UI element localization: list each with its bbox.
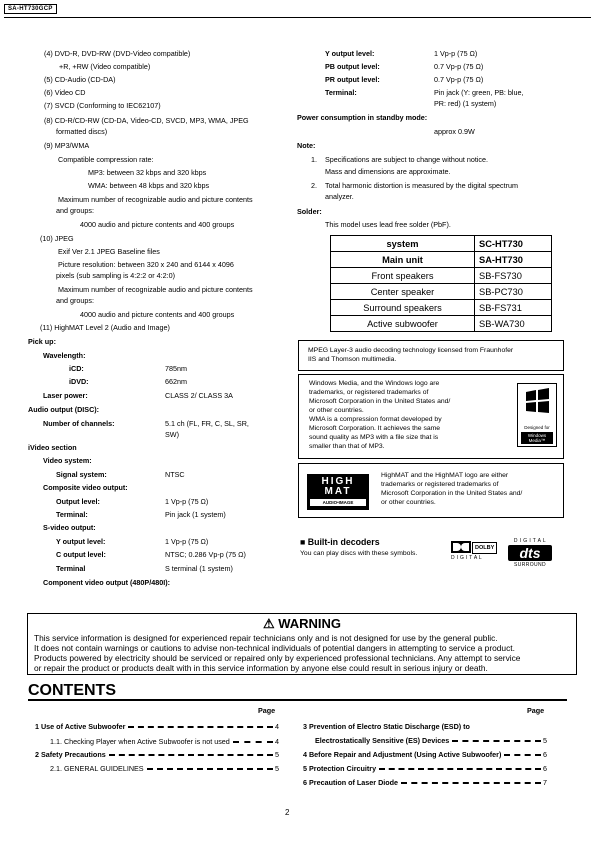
spec-line: +R, +RW (Video compatible) — [59, 62, 151, 71]
mpeg-line: MPEG Layer-3 audio decoding technology licensed from Fraunhofer — [308, 347, 514, 354]
windows-line: Windows Media, and the Windows logo are — [309, 380, 440, 387]
spec-value: 1 Vp-p (75 Ω) — [434, 49, 478, 58]
system-row — [331, 236, 552, 252]
system-row — [331, 316, 552, 332]
spec-value: PR: red) (1 system) — [434, 99, 497, 108]
toc-page: 7 — [543, 778, 547, 787]
windows-line: WMA is a compression format developed by — [309, 416, 442, 423]
mpeg-license-box — [298, 340, 564, 371]
spec-label: Terminal: — [325, 88, 357, 97]
spec-line: (11) HighMAT Level 2 (Audio and Image) — [40, 323, 170, 332]
contents-title: CONTENTS — [28, 682, 116, 699]
contents-rule — [28, 699, 567, 701]
windows-media-box — [298, 374, 564, 459]
note-text: Mass and dimensions are approximate. — [325, 167, 451, 176]
page-number: 2 — [285, 808, 290, 817]
dts-logo — [502, 538, 558, 570]
windows-line: smaller than that of MP3. — [309, 443, 385, 450]
spec-value: 5.1 ch (FL, FR, C, SL, SR, — [165, 419, 249, 428]
spec-value: SW) — [165, 430, 179, 439]
spec-value: Pin jack (Y: green, PB: blue, — [434, 88, 524, 97]
spec-value: NTSC — [165, 470, 185, 479]
model-cell: SB-WA730 — [475, 316, 552, 332]
note-number: 1. — [311, 155, 317, 164]
highmat-line: HighMAT and the HighMAT logo are either — [381, 472, 509, 479]
warning-title: ⚠ WARNING — [262, 616, 342, 631]
model-cell: SB-PC730 — [475, 284, 552, 300]
spec-label: Video system: — [43, 456, 92, 465]
spec-label: Y output level: — [56, 537, 106, 546]
toc-leader — [379, 768, 541, 770]
highmat-logo-bottom: AUDIO•IMAGE — [310, 499, 366, 506]
windows-line: or other countries. — [309, 407, 364, 414]
dts-top: D I G I T A L — [513, 538, 547, 544]
spec-label: Terminal — [56, 564, 86, 573]
highmat-line: or other countries. — [381, 499, 436, 506]
toc-page: 4 — [275, 737, 279, 746]
spec-label: iVideo section — [28, 443, 77, 452]
page-label-right: Page — [527, 706, 545, 715]
dolby-double-d-icon — [451, 541, 471, 553]
highmat-logo-mid: MAT — [324, 486, 352, 497]
spec-value: 662nm — [165, 377, 187, 386]
spec-line: Maximum number of recognizable audio and picture contents — [58, 285, 253, 294]
toc-page: 5 — [275, 764, 279, 773]
toc-leader — [401, 782, 541, 784]
page-label-left: Page — [258, 706, 276, 715]
spec-label: Y output level: — [325, 49, 375, 58]
spec-line: (9) MP3/WMA — [44, 141, 90, 150]
system-cell: Center speaker — [331, 284, 475, 300]
spec-label: iCD: — [69, 364, 84, 373]
spec-value: Pin jack (1 system) — [165, 510, 226, 519]
system-cell: Surround speakers — [331, 300, 475, 316]
spec-value: 0.7 Vp-p (75 Ω) — [434, 62, 484, 71]
system-row — [331, 252, 552, 268]
spec-line: (5) CD-Audio (CD-DA) — [44, 75, 116, 84]
model-cell: SB-FS731 — [475, 300, 552, 316]
toc-page: 6 — [543, 750, 547, 759]
system-table — [330, 235, 552, 332]
toc-entry: 4 Before Repair and Adjustment (Using Active Subwoofer) — [303, 750, 502, 759]
warning-line: or repair the product or products dealt with in this service information by anyone else could result in serious injury or death. — [34, 663, 488, 673]
toc-entry: 3 Prevention of Electro Static Discharge (ESD) to — [303, 722, 470, 731]
header-rule — [4, 17, 591, 18]
spec-line: Picture resolution: between 320 x 240 and 6144 x 4096 — [58, 260, 234, 269]
system-cell: Active subwoofer — [331, 316, 475, 332]
toc-leader — [128, 726, 273, 728]
spec-line: MP3: between 32 kbps and 320 kbps — [88, 168, 207, 177]
dolby-word: DOLBY — [472, 542, 497, 554]
windows-logo-line2: Windows — [527, 433, 547, 438]
spec-label: Composite video output: — [43, 483, 128, 492]
spec-label: PB output level: — [325, 62, 380, 71]
toc-leader — [147, 768, 273, 770]
note-text: Specifications are subject to change without notice. — [325, 155, 489, 164]
toc-entry: 5 Protection Circuitry — [303, 764, 377, 773]
windows-line: sound quality as MP3 with a file size that is — [309, 434, 439, 441]
spec-label: iDVD: — [69, 377, 89, 386]
toc-entry: 2 Safety Precautions — [35, 750, 106, 759]
system-cell: system — [331, 236, 475, 252]
model-cell: SB-FS730 — [475, 268, 552, 284]
toc-page: 5 — [275, 750, 279, 759]
system-row — [331, 268, 552, 284]
spec-label: Number of channels: — [43, 419, 115, 428]
highmat-logo — [307, 474, 369, 510]
toc-entry: Electrostatically Sensitive (ES) Devices — [315, 736, 450, 745]
spec-line: formatted discs) — [56, 127, 108, 136]
note-text: analyzer. — [325, 192, 354, 201]
spec-value: 1 Vp-p (75 Ω) — [165, 497, 209, 506]
windows-line: Microsoft Corporation. It achieves the same — [309, 425, 441, 432]
spec-label: Audio output (DISC): — [28, 405, 100, 414]
power-heading: Power consumption in standby mode: — [297, 113, 428, 122]
toc-leader — [233, 741, 273, 743]
toc-leader — [109, 754, 273, 756]
solder-text: This model uses lead free solder (PbF). — [325, 220, 451, 229]
spec-line: (6) Video CD — [44, 88, 86, 97]
toc-page: 4 — [275, 722, 279, 731]
spec-value: 1 Vp-p (75 Ω) — [165, 537, 209, 546]
note-heading: Note: — [297, 141, 316, 150]
mpeg-line: IIS and Thomson multimedia. — [308, 356, 397, 363]
toc-entry: 1.1. Checking Player when Active Subwoofer is not used — [50, 737, 230, 746]
warning-line: This service information is designed for experienced repair technicians only and is not designed for use by the general public. — [34, 633, 498, 643]
spec-value: S terminal (1 system) — [165, 564, 233, 573]
highmat-line: Microsoft Corporation in the United States and/ — [381, 490, 523, 497]
spec-label: Signal system: — [56, 470, 107, 479]
toc-leader — [504, 754, 541, 756]
windows-line: trademarks, or registered trademarks of — [309, 389, 429, 396]
spec-line: (4) DVD-R, DVD-RW (DVD-Video compatible) — [44, 49, 191, 58]
windows-logo-line1: Designed for — [524, 425, 550, 430]
toc-entry: 2.1. GENERAL GUIDELINES — [50, 764, 144, 773]
highmat-logo-top: HIGH — [321, 476, 355, 487]
toc-entry: 1 Use of Active Subwoofer — [35, 722, 126, 731]
system-cell: Front speakers — [331, 268, 475, 284]
warning-line: Products powered by electricity should be serviced or repaired only by experienced professional technicians. Any attempt to service — [34, 653, 521, 663]
toc-page: 5 — [543, 736, 547, 745]
warning-box — [27, 613, 577, 675]
spec-line: (8) CD-R/CD-RW (CD-DA, Video-CD, SVCD, MP3, WMA, JPEG — [44, 116, 249, 125]
dts-bottom: SURROUND — [513, 562, 547, 568]
spec-label: Component video output (480P/480I): — [43, 578, 170, 587]
highmat-line: trademarks or registered trademarks of — [381, 481, 499, 488]
model-cell: SA-HT730 — [475, 252, 552, 268]
spec-line: and groups: — [56, 206, 94, 215]
decoders-heading: ■ Built-in decoders — [300, 537, 380, 547]
spec-value: CLASS 2/ CLASS 3A — [165, 391, 233, 400]
spec-line: pixels (sub sampling is 4:2:2 or 4:2:0) — [56, 271, 176, 280]
spec-label: Pick up: — [28, 337, 56, 346]
model-cell: SC-HT730 — [475, 236, 552, 252]
spec-line: Maximum number of recognizable audio and picture contents — [58, 195, 253, 204]
highmat-box — [298, 463, 564, 518]
spec-line: WMA: between 48 kbps and 320 kbps — [88, 181, 210, 190]
system-row — [331, 284, 552, 300]
windows-flag-icon — [518, 384, 556, 420]
dolby-digital-logo — [451, 541, 499, 563]
decoders-text: You can play discs with these symbols. — [300, 550, 418, 557]
spec-value: 785nm — [165, 364, 187, 373]
spec-value: 0.7 Vp-p (75 Ω) — [434, 75, 484, 84]
windows-logo-line3: Media™ — [528, 438, 546, 443]
spec-line: 4000 audio and picture contents and 400 groups — [80, 310, 235, 319]
power-value: approx 0.9W — [434, 127, 475, 136]
spec-line: Exif Ver 2.1 JPEG Baseline files — [58, 247, 160, 256]
system-row — [331, 300, 552, 316]
spec-label: S-video output: — [43, 523, 96, 532]
spec-line: Compatible compression rate: — [58, 155, 154, 164]
spec-label: Laser power: — [43, 391, 88, 400]
spec-line: and groups: — [56, 296, 94, 305]
windows-line: Microsoft Corporation in the United States and/ — [309, 398, 451, 405]
spec-line: (7) SVCD (Conforming to IEC62107) — [44, 101, 161, 110]
spec-label: Wavelength: — [43, 351, 86, 360]
note-text: Total harmonic distortion is measured by the digital spectrum — [325, 181, 518, 190]
spec-line: (10) JPEG — [40, 234, 74, 243]
spec-label: Terminal: — [56, 510, 88, 519]
note-number: 2. — [311, 181, 317, 190]
solder-heading: Solder: — [297, 207, 322, 216]
system-cell: Main unit — [331, 252, 475, 268]
warning-line: It does not contain warnings or cautions to advise non-technical individuals of potential dangers in attempting to service a product. — [34, 643, 515, 653]
dolby-sub: D I G I T A L — [451, 555, 482, 561]
windows-media-logo — [517, 383, 557, 447]
model-tag: SA-HT730GCP — [4, 4, 57, 14]
dts-word: dts — [508, 545, 552, 561]
spec-label: Output level: — [56, 497, 100, 506]
toc-page: 6 — [543, 764, 547, 773]
toc-leader — [452, 740, 541, 742]
spec-value: NTSC; 0.286 Vp-p (75 Ω) — [165, 550, 246, 559]
toc-entry: 6 Precaution of Laser Diode — [303, 778, 399, 787]
spec-label: PR output level: — [325, 75, 380, 84]
spec-label: C output level: — [56, 550, 106, 559]
spec-line: 4000 audio and picture contents and 400 groups — [80, 220, 235, 229]
